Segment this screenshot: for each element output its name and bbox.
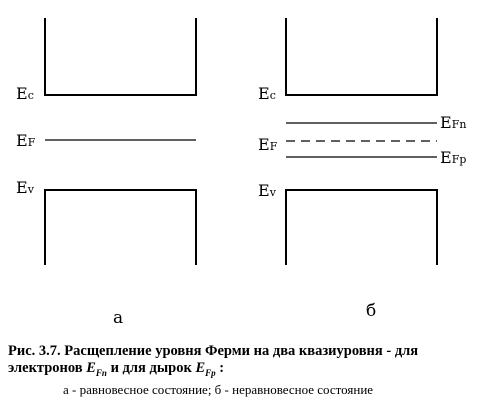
ef-label-b: EF xyxy=(258,135,278,154)
panel-b xyxy=(286,18,437,265)
ev-label-b: Ev xyxy=(258,181,276,200)
conduction-band-b xyxy=(286,18,437,95)
caption-line-2: электронов $E_{Fn}$ и для дырок $E_{Fp}$ : xyxy=(8,360,225,378)
efn-label: EFn xyxy=(440,113,467,132)
panel-a xyxy=(45,18,196,265)
valence-band-b xyxy=(286,190,437,265)
ev-label-a: Ev xyxy=(16,178,34,197)
caption-line-3: а - равновесное состояние; б - неравновесное состояние xyxy=(63,381,374,397)
panel-letter-b: б xyxy=(366,301,377,321)
efp-label: EFp xyxy=(440,148,467,167)
ec-label-a: Ec xyxy=(16,84,34,103)
ef-label-a: EF xyxy=(16,131,36,150)
panel-letter-a: а xyxy=(113,308,124,328)
valence-band-a xyxy=(45,190,196,265)
conduction-band-a xyxy=(45,18,196,95)
caption-line-1: Рис. 3.7. Расщепление уровня Ферми на два квазиуровня - для xyxy=(8,343,419,359)
figure-caption xyxy=(8,343,494,398)
ec-label-b: Ec xyxy=(258,84,276,103)
